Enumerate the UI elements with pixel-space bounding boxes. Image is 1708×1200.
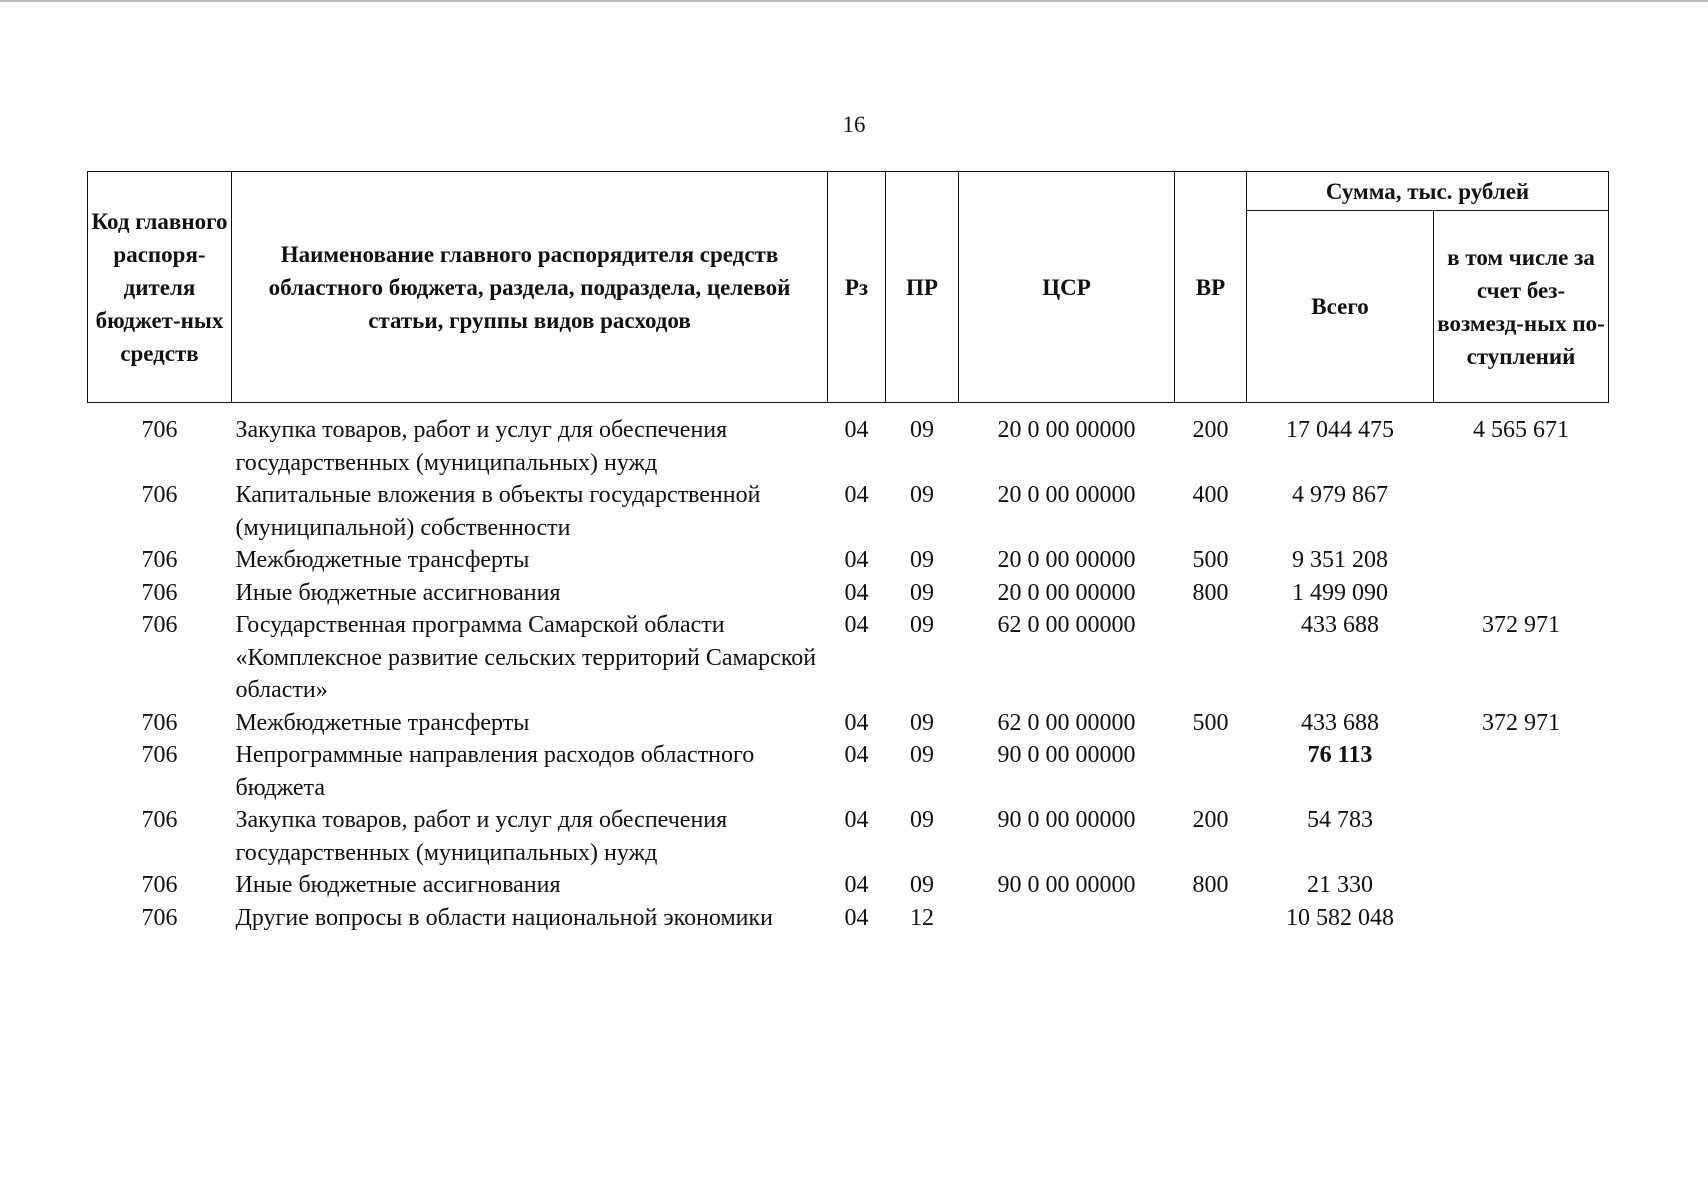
code-cell: 706 xyxy=(141,807,178,833)
name-cell: Капитальные вложения в объекты государственной (муниципальной) собственности xyxy=(235,482,761,541)
table-row xyxy=(88,739,1609,804)
name-cell: Государственная программа Самарской области «Комплексное развитие сельских территорий Самарской области» xyxy=(235,612,817,703)
table-row xyxy=(88,609,1609,707)
free-cell xyxy=(1434,479,1609,544)
free-cell: 4 565 671 xyxy=(1473,417,1569,443)
csr-cell: 20 0 00 00000 xyxy=(997,547,1136,573)
header-free: в том числе за счет без-возмезд-ных по-ступлений xyxy=(1434,211,1609,403)
header-vr: ВР xyxy=(1175,172,1247,403)
name-cell: Межбюджетные трансферты xyxy=(235,709,530,736)
free-cell: 372 971 xyxy=(1482,612,1560,638)
csr-cell: 62 0 00 00000 xyxy=(997,709,1136,736)
table-row xyxy=(88,479,1609,544)
rz-cell: 04 xyxy=(844,417,869,443)
vr-cell: 200 xyxy=(1192,807,1229,833)
name-cell: Другие вопросы в области национальной экономики xyxy=(235,904,774,931)
pr-cell: 09 xyxy=(910,742,934,768)
table-row xyxy=(88,544,1609,577)
header-row-top xyxy=(88,172,1609,211)
page-number: 16 xyxy=(842,112,866,137)
pr-cell: 09 xyxy=(910,807,934,833)
name-cell: Закупка товаров, работ и услуг для обеспечения государственных (муниципальных) нужд xyxy=(235,417,728,476)
budget-table xyxy=(87,171,1609,934)
vr-cell: 400 xyxy=(1192,482,1229,508)
total-cell: 9 351 208 xyxy=(1292,547,1388,573)
rz-cell: 04 xyxy=(844,547,869,573)
rz-cell: 04 xyxy=(844,482,869,508)
name-cell: Иные бюджетные ассигнования xyxy=(235,872,561,898)
table-row xyxy=(88,577,1609,610)
free-cell xyxy=(1434,577,1609,610)
header-rz: Рз xyxy=(828,172,886,403)
rz-cell: 04 xyxy=(844,612,869,638)
pr-cell: 09 xyxy=(910,709,934,736)
header-code: Код главного распоря-дителя бюджет-ных средств xyxy=(88,172,232,403)
code-cell: 706 xyxy=(141,482,178,508)
free-cell xyxy=(1434,804,1609,869)
vr-cell xyxy=(1175,609,1247,707)
pr-cell: 09 xyxy=(910,547,934,573)
csr-cell: 62 0 00 00000 xyxy=(997,612,1136,638)
total-cell: 433 688 xyxy=(1301,709,1379,736)
vr-cell xyxy=(1175,902,1247,935)
name-cell: Непрограммные направления расходов областного бюджета xyxy=(235,742,755,801)
csr-cell: 20 0 00 00000 xyxy=(997,417,1136,443)
header-total: Всего xyxy=(1247,211,1434,403)
rz-cell: 04 xyxy=(844,579,869,606)
code-cell: 706 xyxy=(141,579,178,606)
rz-cell: 04 xyxy=(844,709,869,736)
rz-cell: 04 xyxy=(844,904,869,931)
rz-cell: 04 xyxy=(844,742,869,768)
code-cell: 706 xyxy=(141,612,178,638)
free-cell xyxy=(1434,902,1609,935)
pr-cell: 09 xyxy=(910,417,934,443)
table-body xyxy=(88,403,1609,935)
table-row xyxy=(88,403,1609,480)
free-cell: 372 971 xyxy=(1482,709,1560,736)
rz-cell: 04 xyxy=(844,872,869,898)
total-cell: 17 044 475 xyxy=(1286,417,1394,443)
vr-cell: 200 xyxy=(1192,417,1229,443)
csr-cell: 20 0 00 00000 xyxy=(997,482,1136,508)
vr-cell: 800 xyxy=(1192,579,1229,606)
header-csr: ЦСР xyxy=(959,172,1175,403)
total-cell: 54 783 xyxy=(1307,807,1373,833)
code-cell: 706 xyxy=(141,872,178,898)
free-cell xyxy=(1434,739,1609,804)
csr-cell: 20 0 00 00000 xyxy=(997,579,1136,606)
pr-cell: 09 xyxy=(910,482,934,508)
vr-cell xyxy=(1175,739,1247,804)
total-cell: 433 688 xyxy=(1301,612,1379,638)
pr-cell: 09 xyxy=(910,872,934,898)
rz-cell: 04 xyxy=(844,807,869,833)
pr-cell: 12 xyxy=(910,904,934,931)
scan-edge-line xyxy=(0,0,1708,2)
code-cell: 706 xyxy=(141,417,178,443)
table-row xyxy=(88,902,1609,935)
total-cell: 76 113 xyxy=(1307,742,1373,768)
name-cell: Иные бюджетные ассигнования xyxy=(235,579,561,606)
name-cell: Закупка товаров, работ и услуг для обеспечения государственных (муниципальных) нужд xyxy=(235,807,728,866)
total-cell: 10 582 048 xyxy=(1286,904,1394,931)
code-cell: 706 xyxy=(141,904,178,931)
free-cell xyxy=(1434,869,1609,902)
code-cell: 706 xyxy=(141,742,178,768)
csr-cell: 90 0 00 00000 xyxy=(997,807,1136,833)
pr-cell: 09 xyxy=(910,612,934,638)
pr-cell: 09 xyxy=(910,579,934,606)
vr-cell: 800 xyxy=(1192,872,1229,898)
code-cell: 706 xyxy=(141,709,178,736)
table-row xyxy=(88,804,1609,869)
free-cell xyxy=(1434,544,1609,577)
vr-cell: 500 xyxy=(1192,709,1229,736)
header-name: Наименование главного распорядителя средств областного бюджета, раздела, подраздела, целевой статьи, группы видов расходов xyxy=(232,172,828,403)
header-pr: ПР xyxy=(886,172,959,403)
total-cell: 1 499 090 xyxy=(1292,579,1388,606)
csr-cell xyxy=(959,902,1175,935)
table-row xyxy=(88,869,1609,902)
total-cell: 4 979 867 xyxy=(1292,482,1388,508)
csr-cell: 90 0 00 00000 xyxy=(997,872,1136,898)
name-cell: Межбюджетные трансферты xyxy=(235,547,530,573)
table-row xyxy=(88,707,1609,740)
code-cell: 706 xyxy=(141,547,178,573)
header-sum-group: Сумма, тыс. рублей xyxy=(1247,172,1609,211)
total-cell: 21 330 xyxy=(1307,872,1373,898)
vr-cell: 500 xyxy=(1192,547,1229,573)
csr-cell: 90 0 00 00000 xyxy=(997,742,1136,768)
